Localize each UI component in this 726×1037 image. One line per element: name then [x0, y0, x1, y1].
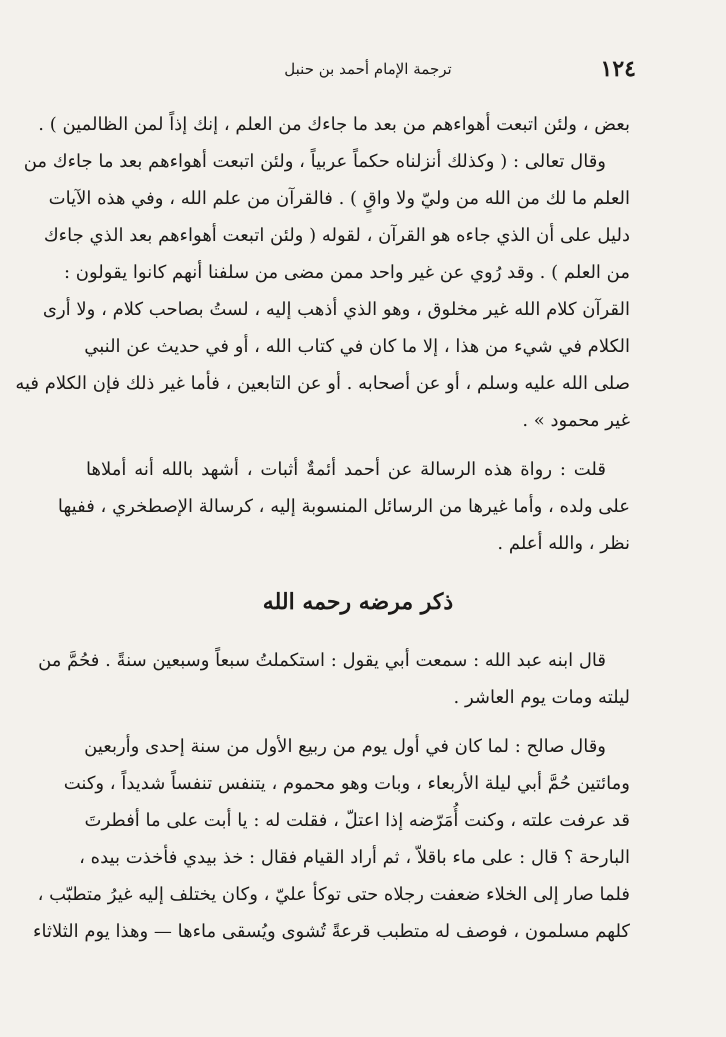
text-line: وقال صالح : لما كان في أول يوم من ربيع الأول من سنة إحدى وأربعين: [84, 736, 606, 757]
text-line: دليل على أن الذي جاءه هو القرآن ، لقوله ( ولئن اتبعت أهواءهم بعد الذي جاءك: [43, 225, 630, 246]
page-body: [15, 106, 630, 950]
text-line: العلم ما لك من الله من وليّ ولا واقٍ ) . فالقرآن من علم الله ، وفي هذه الآيات: [48, 188, 630, 209]
paragraph-salih: [33, 728, 630, 950]
spacer: [86, 622, 630, 642]
text-line: كلهم مسلمون ، فوصف له متطبب قرعةً تُشوى ويُسقى ماءها — وهذا يوم الثلاثاء: [33, 921, 630, 942]
text-line: قال ابنه عبد الله : سمعت أبي يقول : استكملتُ سبعاً وسبعين سنةً . فحُمَّ من: [38, 650, 606, 671]
spacer: [86, 562, 630, 582]
paragraph-quran-quote: [15, 106, 630, 439]
text-line: ومائتين حُمَّ أبي ليلة الأربعاء ، وبات وهو محموم ، يتنفس تنفساً شديداً ، وكنت: [63, 773, 630, 794]
text-line: فلما صار إلى الخلاء ضعفت رجلاه حتى توكأ عليّ ، وكان يختلف إليه غيرُ متطبّب ،: [37, 884, 630, 905]
text-line: غير محمود » .: [522, 410, 630, 431]
running-header: [80, 56, 636, 86]
spacer: [86, 716, 630, 728]
text-line: على ولده ، وأما غيرها من الرسائل المنسوبة إليه ، كرسالة الإصطخري ، ففيها: [57, 496, 630, 517]
text-line: البارحة ؟ قال : على ماء باقلاّ ، ثم أراد القيام فقال : خذ بيدي فأخذت بيده ،: [79, 847, 630, 868]
paragraph-abdullah: [38, 642, 630, 716]
text-line: قد عرفت علته ، وكنت أُمَرّضه إذا اعتلّ ، فقلت له : يا أبت على ما أفطرتَ: [84, 810, 630, 831]
text-line: الكلام في شيء من هذا ، إلا ما كان في كتاب الله ، أو في حديث عن النبي: [84, 336, 630, 357]
running-title: ترجمة الإمام أحمد بن حنبل: [284, 60, 452, 78]
text-line: ليلته ومات يوم العاشر .: [453, 687, 630, 708]
page-number: ١٢٤: [600, 56, 636, 82]
paragraph-narrators: [57, 451, 630, 562]
text-line: صلى الله عليه وسلم ، أو عن أصحابه . أو عن التابعين ، فأما غير ذلك فإن الكلام فيه: [15, 373, 630, 394]
spacer: [86, 439, 630, 451]
section-heading: ذكر مرضه رحمه الله: [262, 589, 454, 615]
text-line: نظر ، والله أعلم .: [497, 533, 630, 554]
text-line: من العلم ) . وقد رُوي عن غير واحد ممن مضى من سلفنا أنهم كانوا يقولون :: [64, 262, 630, 283]
text-line: وقال تعالى : ( وكذلك أنزلناه حكماً عربياً ، ولئن اتبعت أهواءهم بعد ما جاءك من: [23, 151, 606, 172]
text-line: بعض ، ولئن اتبعت أهواءهم من بعد ما جاءك من العلم ، إنك إذاً لمن الظالمين ) .: [38, 114, 630, 135]
text-line: القرآن كلام الله غير مخلوق ، وهو الذي أذهب إليه ، لستُ بصاحب كلام ، ولا أرى: [42, 299, 630, 320]
text-line: قلت : رواة هذه الرسالة عن أحمد أئمةٌ أثبات ، أشهد بالله أنه أملاها: [86, 459, 606, 480]
